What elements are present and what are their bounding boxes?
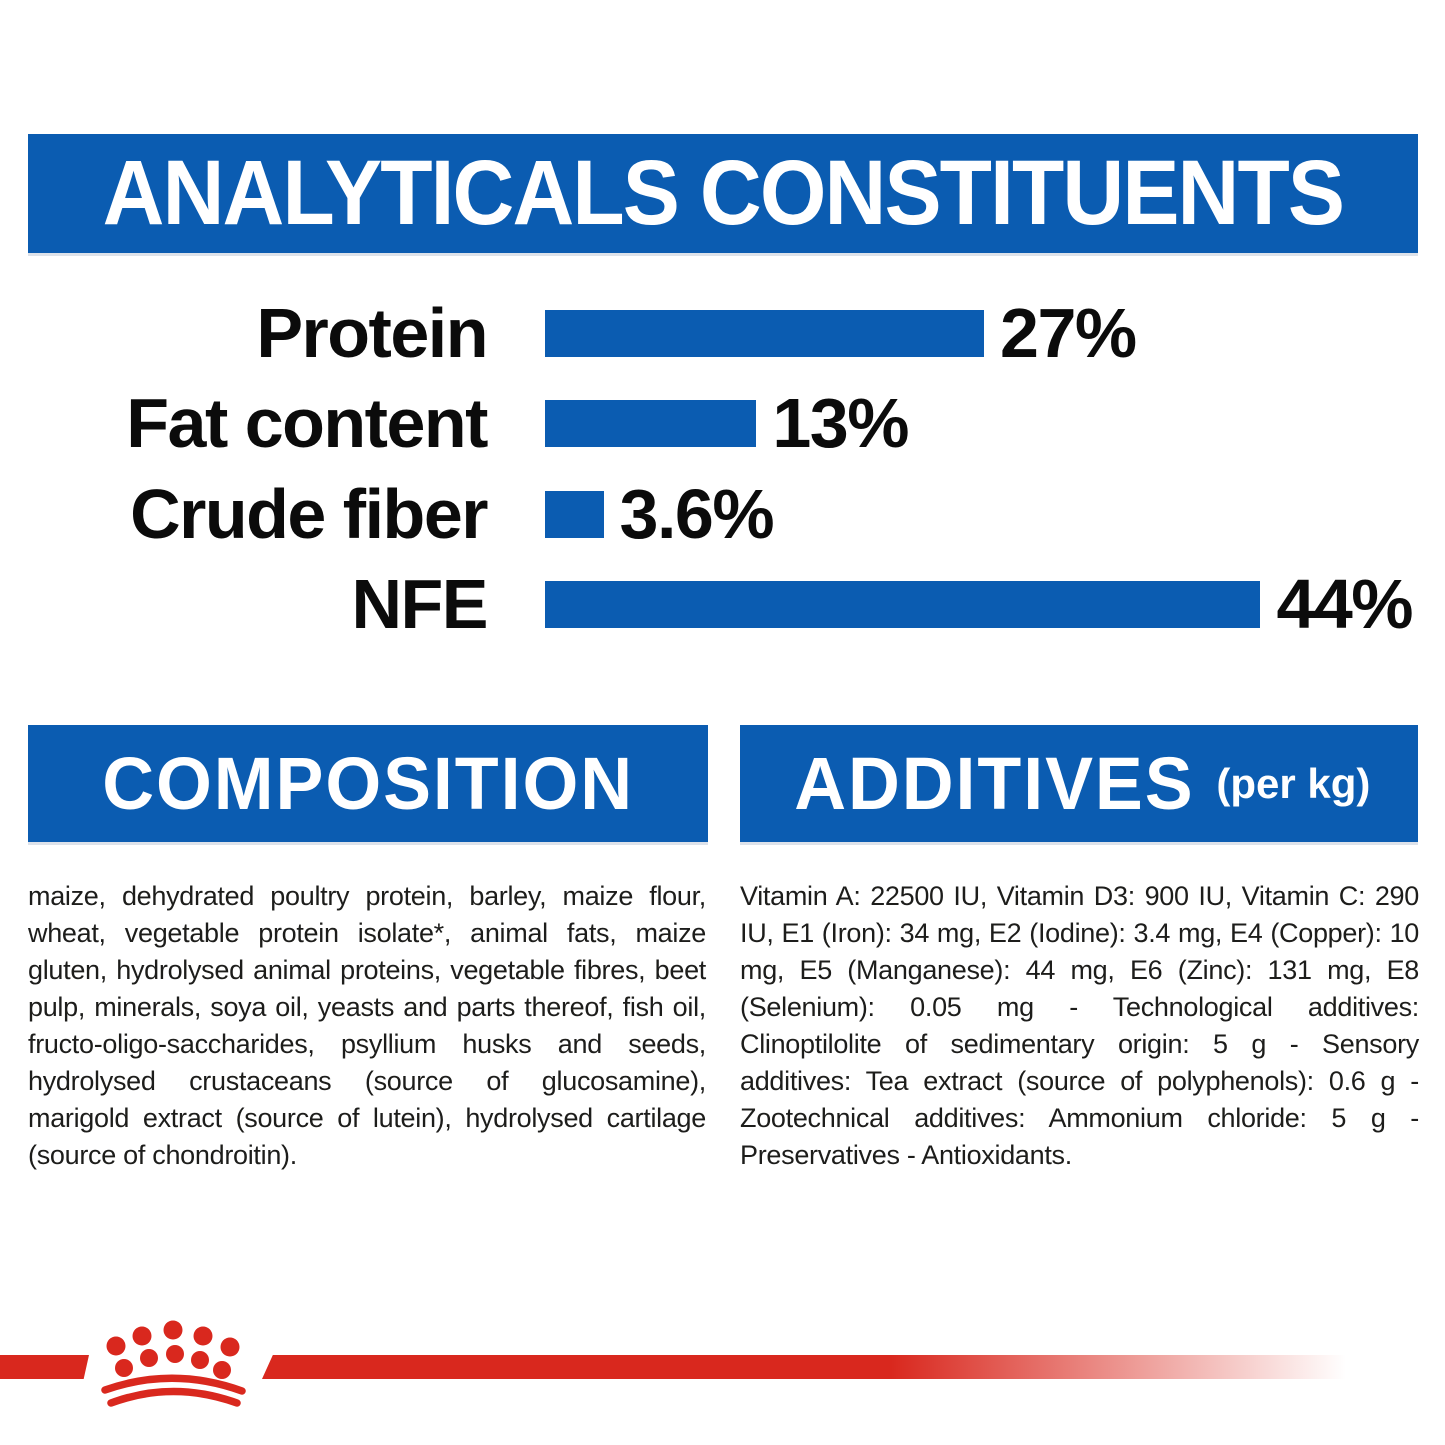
bar-nfe [545,581,1260,628]
chart-value: 3.6% [619,475,774,553]
analyticals-title-band [28,134,1418,253]
royal-canin-crown-icon [95,1283,253,1411]
bar-fiber [545,491,604,538]
additives-title: ADDITIVES [793,742,1195,825]
bar-fat [545,400,756,447]
chart-label: Crude fiber [130,475,487,553]
footer-red-band-left [0,1355,89,1379]
additives-subtitle: (per kg) [1216,759,1371,807]
chart-row-fiber [0,472,1445,556]
chart-label: Fat content [126,384,487,462]
chart-row-fat [0,381,1445,465]
footer-red-band-right [262,1355,1346,1379]
composition-title: COMPOSITION [102,742,634,825]
chart-value: 44% [1276,565,1413,643]
chart-label: Protein [256,294,487,372]
composition-body: maize, dehydrated poultry protein, barley, maize flour, wheat, vegetable protein isolate*, animal fats, maize gluten, hydrolysed animal proteins, vegetable fibres, beet pulp, minerals, soya oil, yeasts and parts thereof, fish oil, fructo-oligo-saccharides, psyllium husks and seeds, hydrolysed crustaceans (source of glucosamine), marigold extract (source of lutein), hydrolysed cartilage (source of chondroitin). [28,881,706,1170]
chart-row-nfe [0,562,1445,646]
bar-protein [545,310,984,357]
analyticals-title: ANALYTICALS CONSTITUENTS [102,142,1344,244]
chart-value: 27% [1000,294,1136,372]
chart-value: 13% [772,384,908,462]
additives-body: Vitamin A: 22500 IU, Vitamin D3: 900 IU, Vitamin C: 290 IU, E1 (Iron): 34 mg, E2 (Iodine): 3.4 mg, E4 (Copper): 10 mg, E5 (Manganese): 44 mg, E6 (Zinc): 131 mg, E8 (Selenium): 0.05 mg - Technological additives: Clinoptilolite of sedimentary origin: 5 g - Sensory additives: Tea extract (source of polyphenols): 0.6 g - Zootechnical additives: Ammonium chloride: 5 g - Preservatives - Antioxidants. [740,881,1419,1170]
composition-title-band [28,725,708,842]
chart-row-protein [0,291,1445,375]
additives-title-band [740,725,1418,842]
chart-label: NFE [351,565,487,643]
